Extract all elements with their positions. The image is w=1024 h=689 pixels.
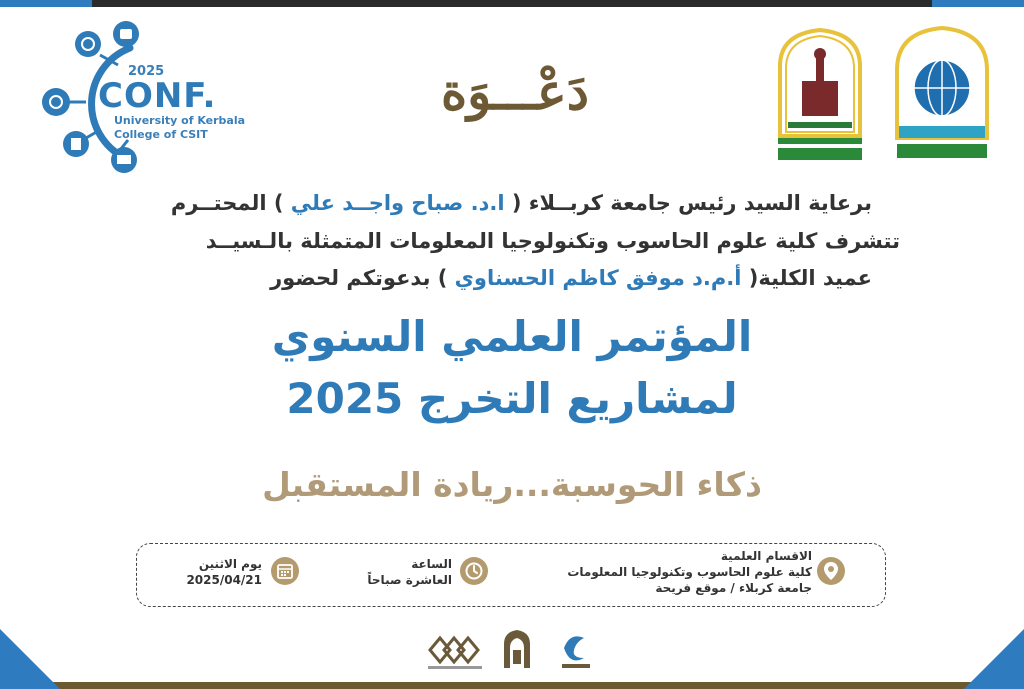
university-of-kerbala-logo [772, 26, 868, 162]
location-line-1: الاقسام العلمية [720, 549, 812, 563]
date-line-2: 2025/04/21 [186, 573, 262, 587]
conference-title-line-2: لمشاريع التخرج 2025 [286, 374, 738, 423]
sponsor-logo-left [422, 628, 488, 672]
top-border [0, 0, 1024, 7]
corner-decoration-left [0, 629, 60, 689]
sponsor-logo-center [500, 628, 534, 672]
time-line-1: الساعة [411, 557, 452, 571]
invitation-line-2: تتشرف كلية علوم الحاسوب وتكنولوجيا المعلومات المتمثلة بالـسيــد [205, 229, 900, 253]
top-border-accent-left [0, 0, 92, 7]
robot-icon [113, 21, 139, 47]
location-details [567, 548, 812, 596]
location-line-2: كلية علوم الحاسوب وتكنولوجيا المعلومات [567, 565, 812, 579]
clock-icon [460, 557, 488, 585]
location-line-3: جامعة كربلاء / موقع فريحة [655, 581, 812, 595]
invitation-line-1: برعاية السيد رئيس جامعة كربــلاء ( ا.د. صباح واجــد علي ) المحتــرم [170, 191, 872, 215]
laptop-icon [111, 147, 137, 173]
conference-title: CONF. [98, 76, 217, 116]
conference-year: 2025 [128, 64, 165, 79]
date-line-1: يوم الاثنين [198, 557, 262, 571]
dean-name: أ.م.د موفق كاظم الحسناوي [447, 266, 749, 290]
corner-decoration-right [964, 629, 1024, 689]
top-border-accent-right [932, 0, 1024, 7]
document-icon [63, 131, 89, 157]
date-details [186, 556, 262, 588]
invitation-line-3: عميد الكلية( أ.م.د موفق كاظم الحسناوي ) بدعوتكم لحضور [270, 266, 872, 290]
conference-college: College of CSIT [114, 128, 208, 141]
network-icon [42, 88, 70, 116]
location-pin-icon [817, 557, 845, 585]
time-line-2: العاشرة صباحاً [367, 573, 452, 587]
college-csit-logo [887, 26, 997, 162]
slogan: ذكاء الحوسبة...ريادة المستقبل [262, 465, 762, 504]
sponsor-logo-right [556, 628, 596, 672]
calendar-icon [271, 557, 299, 585]
brain-icon [75, 31, 101, 57]
president-name: ا.د. صباح واجــد علي [283, 191, 512, 215]
conference-title-line-1: المؤتمر العلمي السنوي [271, 312, 753, 361]
time-details [367, 556, 452, 588]
invitation-heading: دَعْـــوَة [440, 62, 590, 121]
bottom-border [0, 682, 1024, 689]
conference-university: University of Kerbala [114, 114, 246, 127]
